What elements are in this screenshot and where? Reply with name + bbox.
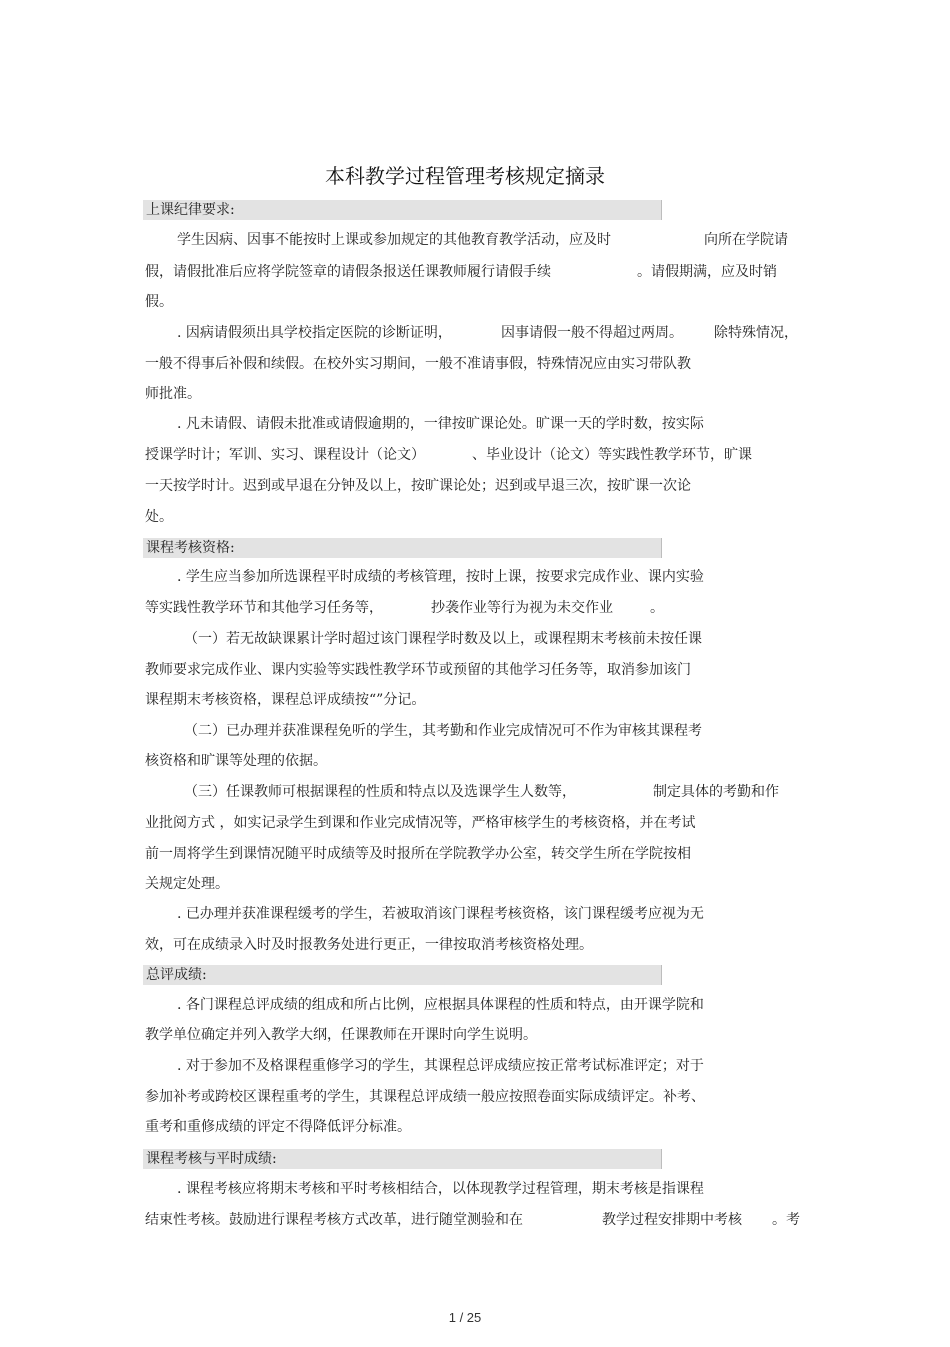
paragraph-line: . 各门课程总评成绩的组成和所占比例，应根据具体课程的性质和特点，由开课学院和 xyxy=(177,997,704,1013)
paragraph-line: 因事请假一般不得超过两周。 xyxy=(501,325,683,341)
paragraph-line: 重考和重修成绩的评定不得降低评分标准。 xyxy=(145,1119,411,1135)
section-heading-assessment: 课程考核与平时成绩: xyxy=(143,1149,662,1169)
paragraph-line: 制定具体的考勤和作 xyxy=(653,784,779,800)
page-title: 本科教学过程管理考核规定摘录 xyxy=(325,164,605,188)
paragraph-line: （二）已办理并获准课程免听的学生，其考勤和作业完成情况可不作为审核其课程考 xyxy=(184,723,702,739)
section-heading-grade: 总评成绩: xyxy=(143,965,662,985)
paragraph-line: . 学生应当参加所选课程平时成绩的考核管理，按时上课，按要求完成作业、课内实验 xyxy=(177,569,704,585)
paragraph-line: 教学过程安排期中考核 xyxy=(602,1212,742,1228)
paragraph-line: 假。 xyxy=(145,294,173,310)
paragraph-line: 向所在学院请 xyxy=(704,232,788,248)
paragraph-line: （一）若无故缺课累计学时超过该门课程学时数及以上，或课程期末考核前未按任课 xyxy=(184,631,702,647)
paragraph-line: 假，请假批准后应将学院签章的请假条报送任课教师履行请假手续 xyxy=(145,264,551,280)
paragraph-line: 抄袭作业等行为视为未交作业 xyxy=(431,600,613,616)
paragraph-line: 。考 xyxy=(772,1212,800,1228)
paragraph-line: . 因病请假须出具学校指定医院的诊断证明， xyxy=(177,325,452,341)
paragraph-line: 业批阅方式 ，如实记录学生到课和作业完成情况等，严格审核学生的考核资格，并在考试 xyxy=(145,815,696,831)
paragraph-line: 学生因病、因事不能按时上课或参加规定的其他教育教学活动，应及时 xyxy=(177,232,611,248)
page-number: 1 / 25 xyxy=(448,1310,482,1325)
paragraph-line: 师批准。 xyxy=(145,386,201,402)
paragraph-line: . 对于参加不及格课程重修学习的学生，其课程总评成绩应按正常考试标准评定；对于 xyxy=(177,1058,704,1074)
paragraph-line: 。 xyxy=(650,600,664,616)
paragraph-line: 前一周将学生到课情况随平时成绩等及时报所在学院教学办公室，转交学生所在学院按相 xyxy=(145,846,691,862)
paragraph-line: 处。 xyxy=(145,509,173,525)
paragraph-line: 一般不得事后补假和续假。在校外实习期间，一般不准请事假，特殊情况应由实习带队教 xyxy=(145,356,691,372)
paragraph-line: 。请假期满，应及时销 xyxy=(637,264,777,280)
paragraph-line: 核资格和旷课等处理的依据。 xyxy=(145,753,327,769)
paragraph-line: . 已办理并获准课程缓考的学生，若被取消该门课程考核资格，该门课程缓考应视为无 xyxy=(177,906,704,922)
paragraph-line: 结束性考核。鼓励进行课程考核方式改革，进行随堂测验和在 xyxy=(145,1212,523,1228)
paragraph-line: 课程期末考核资格，课程总评成绩按“”分记。 xyxy=(145,692,426,708)
section-heading-discipline: 上课纪律要求: xyxy=(143,200,662,220)
paragraph-line: 教学单位确定并列入教学大纲，任课教师在开课时向学生说明。 xyxy=(145,1027,537,1043)
paragraph-line: 参加补考或跨校区课程重考的学生，其课程总评成绩一般应按照卷面实际成绩评定。补考、 xyxy=(145,1089,705,1105)
paragraph-line: . 课程考核应将期末考核和平时考核相结合，以体现教学过程管理，期末考核是指课程 xyxy=(177,1181,704,1197)
paragraph-line: （三）任课教师可根据课程的性质和特点以及选课学生人数等， xyxy=(184,784,576,800)
paragraph-line: . 凡未请假、请假未批准或请假逾期的，一律按旷课论处。旷课一天的学时数，按实际 xyxy=(177,416,704,432)
paragraph-line: 教师要求完成作业、课内实验等实践性教学环节或预留的其他学习任务等，取消参加该门 xyxy=(145,662,691,678)
paragraph-line: 关规定处理。 xyxy=(145,876,229,892)
paragraph-line: 除特殊情况， xyxy=(714,325,798,341)
section-heading-qualification: 课程考核资格: xyxy=(143,538,662,558)
paragraph-line: 授课学时计；军训、实习、课程设计（论文） xyxy=(145,447,425,463)
paragraph-line: 等实践性教学环节和其他学习任务等， xyxy=(145,600,383,616)
paragraph-line: 一天按学时计。迟到或早退在分钟及以上，按旷课论处；迟到或早退三次，按旷课一次论 xyxy=(145,478,691,494)
paragraph-line: 、毕业设计（论文）等实践性教学环节，旷课 xyxy=(472,447,752,463)
paragraph-line: 效，可在成绩录入时及时报教务处进行更正，一律按取消考核资格处理。 xyxy=(145,937,593,953)
